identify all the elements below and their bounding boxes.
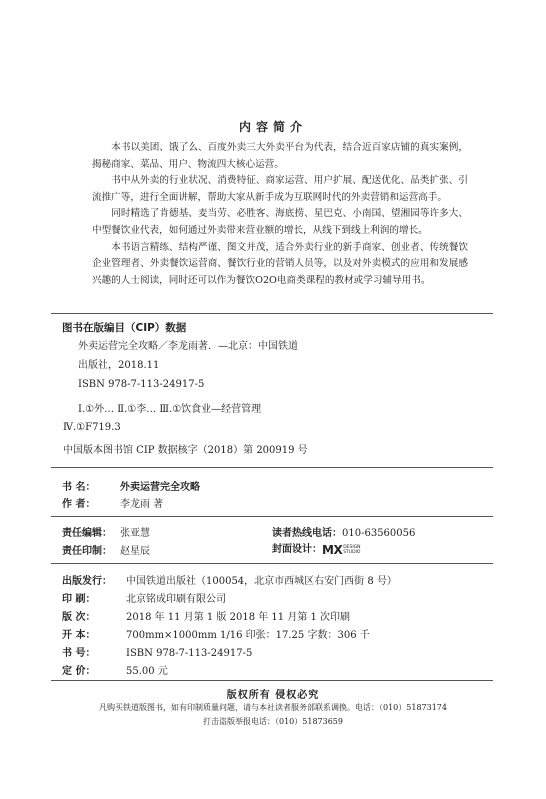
rights-title: 版权所有 侵权必究 [226, 690, 320, 701]
hotline-row [272, 524, 415, 539]
cip-line: 外卖运营完全攻略／李龙雨著．—北京：中国铁道 [78, 341, 298, 352]
edition: 2018 年 11 月第 1 版 2018 年 11 月第 1 次印刷 [126, 612, 351, 623]
intro-title: 内容简介 [238, 120, 307, 134]
mx-logo-sub: DESIGN STUDIO [343, 544, 361, 555]
printing-label: 责任印制： [62, 546, 112, 557]
isbn-row [62, 644, 252, 659]
edition-label: 版 次： [62, 612, 96, 623]
mx-logo: MX [322, 542, 343, 557]
cip-line: Ⅰ.①外… Ⅱ.①李… Ⅲ.①饮食业—经营管理 [78, 404, 262, 415]
hotline: 010-63560056 [342, 528, 416, 539]
cover-label: 封面设计： [272, 544, 322, 555]
cover-row [272, 540, 361, 557]
divider [51, 680, 493, 681]
cip-line: 中国版本图书馆 CIP 数据核字（2018）第 200919 号 [63, 445, 308, 456]
intro-paragraph: 同时精选了肯德基、麦当劳、必胜客、海底捞、星巴克、小南国、望湘园等许多大、中型餐饮业代表，如何通过外卖带来营业额的增长，从线下到线上利润的增长。 [92, 208, 468, 236]
isbn-label: 书 号： [62, 648, 96, 659]
intro-text [92, 140, 468, 289]
rights-notice: 凡购买铁道版图书，如有印制质量问题，请与本社读者服务部联系调换。电话：（010）51873174 [99, 703, 447, 712]
intro-paragraph: 本书以美团、饿了么、百度外卖三大外卖平台为代表，结合近百家店铺的真实案例，揭秘商家、菜品、用户、物流四大核心运营。 [92, 142, 468, 170]
hotline-label: 读者热线电话： [272, 528, 342, 539]
print-row [62, 590, 226, 605]
book-title-label: 书 名： [62, 482, 96, 493]
book-title: 外卖运营完全攻略 [120, 482, 200, 493]
cip-line: ISBN 978-7-113-24917-5 [78, 379, 205, 390]
publisher-label: 出版发行： [62, 576, 112, 587]
divider [51, 467, 493, 468]
cip-heading: 图书在版编目（CIP）数据 [62, 322, 187, 334]
print-label: 印 刷： [62, 594, 96, 605]
isbn: ISBN 978-7-113-24917-5 [126, 648, 253, 659]
anti-piracy-hotline: 打击盗版举报电话：（010）51873659 [203, 717, 343, 726]
editor: 张亚慧 [120, 528, 150, 539]
editor-label: 责任编辑： [62, 528, 112, 539]
intro-paragraph: 书中从外卖的行业状况、消费特征、商家运营、用户扩展、配送优化、品类扩张、引流推广等，进行全面讲解，帮助大家从新手成为互联网时代的外卖营销和运营高手。 [92, 175, 468, 203]
format-label: 开 本： [62, 630, 96, 641]
cip-line: 出版社，2018.11 [78, 360, 160, 371]
edition-row [62, 608, 350, 623]
publisher: 中国铁道出版社（100054，北京市西城区右安门西街 8 号） [126, 576, 397, 587]
editor-row [62, 524, 150, 539]
print: 北京铭成印刷有限公司 [126, 594, 226, 605]
format-row [62, 626, 370, 641]
printing-row [62, 542, 150, 557]
price-label: 定 价： [62, 666, 96, 677]
author: 李龙雨 著 [120, 499, 164, 510]
printing: 赵星辰 [120, 546, 150, 557]
publisher-row [62, 572, 397, 587]
price: 55.00 元 [126, 666, 168, 677]
intro-paragraph: 本书语言精练、结构严谨、图文并茂，适合外卖行业的新手商家、创业者、传统餐饮企业管理者、外卖餐饮运营商、餐饮行业的营销人员等，以及对外卖模式的应用和发展感兴趣的人士阅读，同时还可以作为餐饮O2O电商类课程的教材或学习辅导用书。 [92, 241, 468, 286]
price-row [62, 662, 168, 677]
author-row [62, 495, 163, 510]
format: 700mm×1000mm 1/16 印张：17.25 字数：306 千 [126, 630, 370, 641]
author-label: 作 者： [62, 499, 96, 510]
book-title-row [62, 478, 200, 493]
divider [51, 516, 493, 517]
divider [51, 563, 493, 564]
cip-line: Ⅳ.①F719.3 [63, 422, 121, 433]
divider [51, 313, 493, 314]
